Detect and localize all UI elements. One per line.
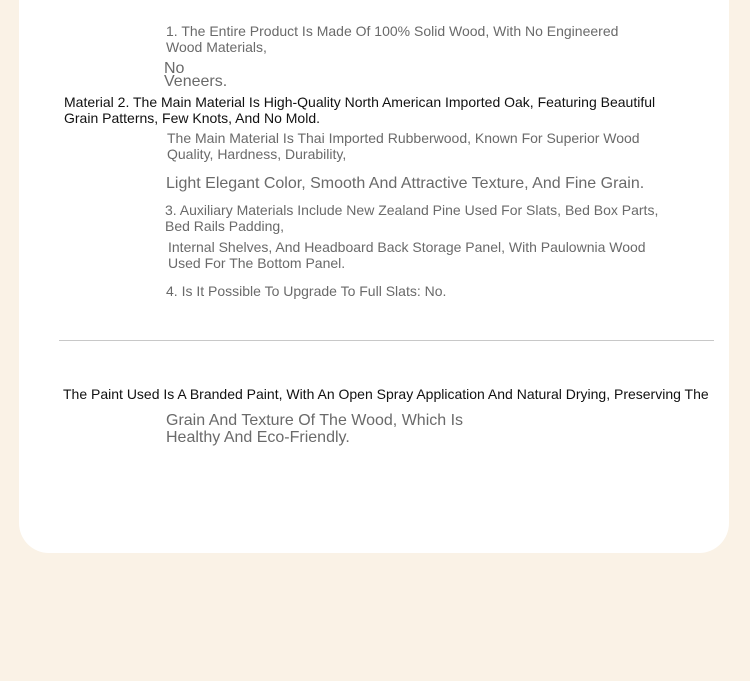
spec-line-color-texture: Light Elegant Color, Smooth And Attractive Texture, And Fine Grain. [166,175,645,192]
spec-line-rubberwood: The Main Material Is Thai Imported Rubberwood, Known For Superior Wood Quality, Hardness, Durability, [167,130,640,162]
spec-line-solid-wood: 1. The Entire Product Is Made Of 100% Solid Wood, With No Engineered Wood Materials, [166,23,619,55]
paint-description: The Paint Used Is A Branded Paint, With An Open Spray Application And Natural Drying, Preserving The [63,386,709,402]
spec-line-full-slats: 4. Is It Possible To Upgrade To Full Slats: No. [166,283,447,299]
paint-description-continued: Grain And Texture Of The Wood, Which Is Healthy And Eco-Friendly. [166,412,464,446]
spec-line-no: No [164,60,185,77]
spec-line-auxiliary-materials: 3. Auxiliary Materials Include New Zealand Pine Used For Slats, Bed Box Parts, Bed Rails Padding, [165,202,659,234]
spec-line-veneers: Veneers. [164,73,228,90]
spec-line-main-material-oak: Material 2. The Main Material Is High-Quality North American Imported Oak, Featuring Beautiful Grain Patterns, Few Knots, And No Mold. [64,94,656,126]
spec-line-internal-shelves: Internal Shelves, And Headboard Back Storage Panel, With Paulownia Wood Used For The Bottom Panel. [168,239,646,271]
content-card [19,0,729,553]
section-divider [59,340,714,341]
